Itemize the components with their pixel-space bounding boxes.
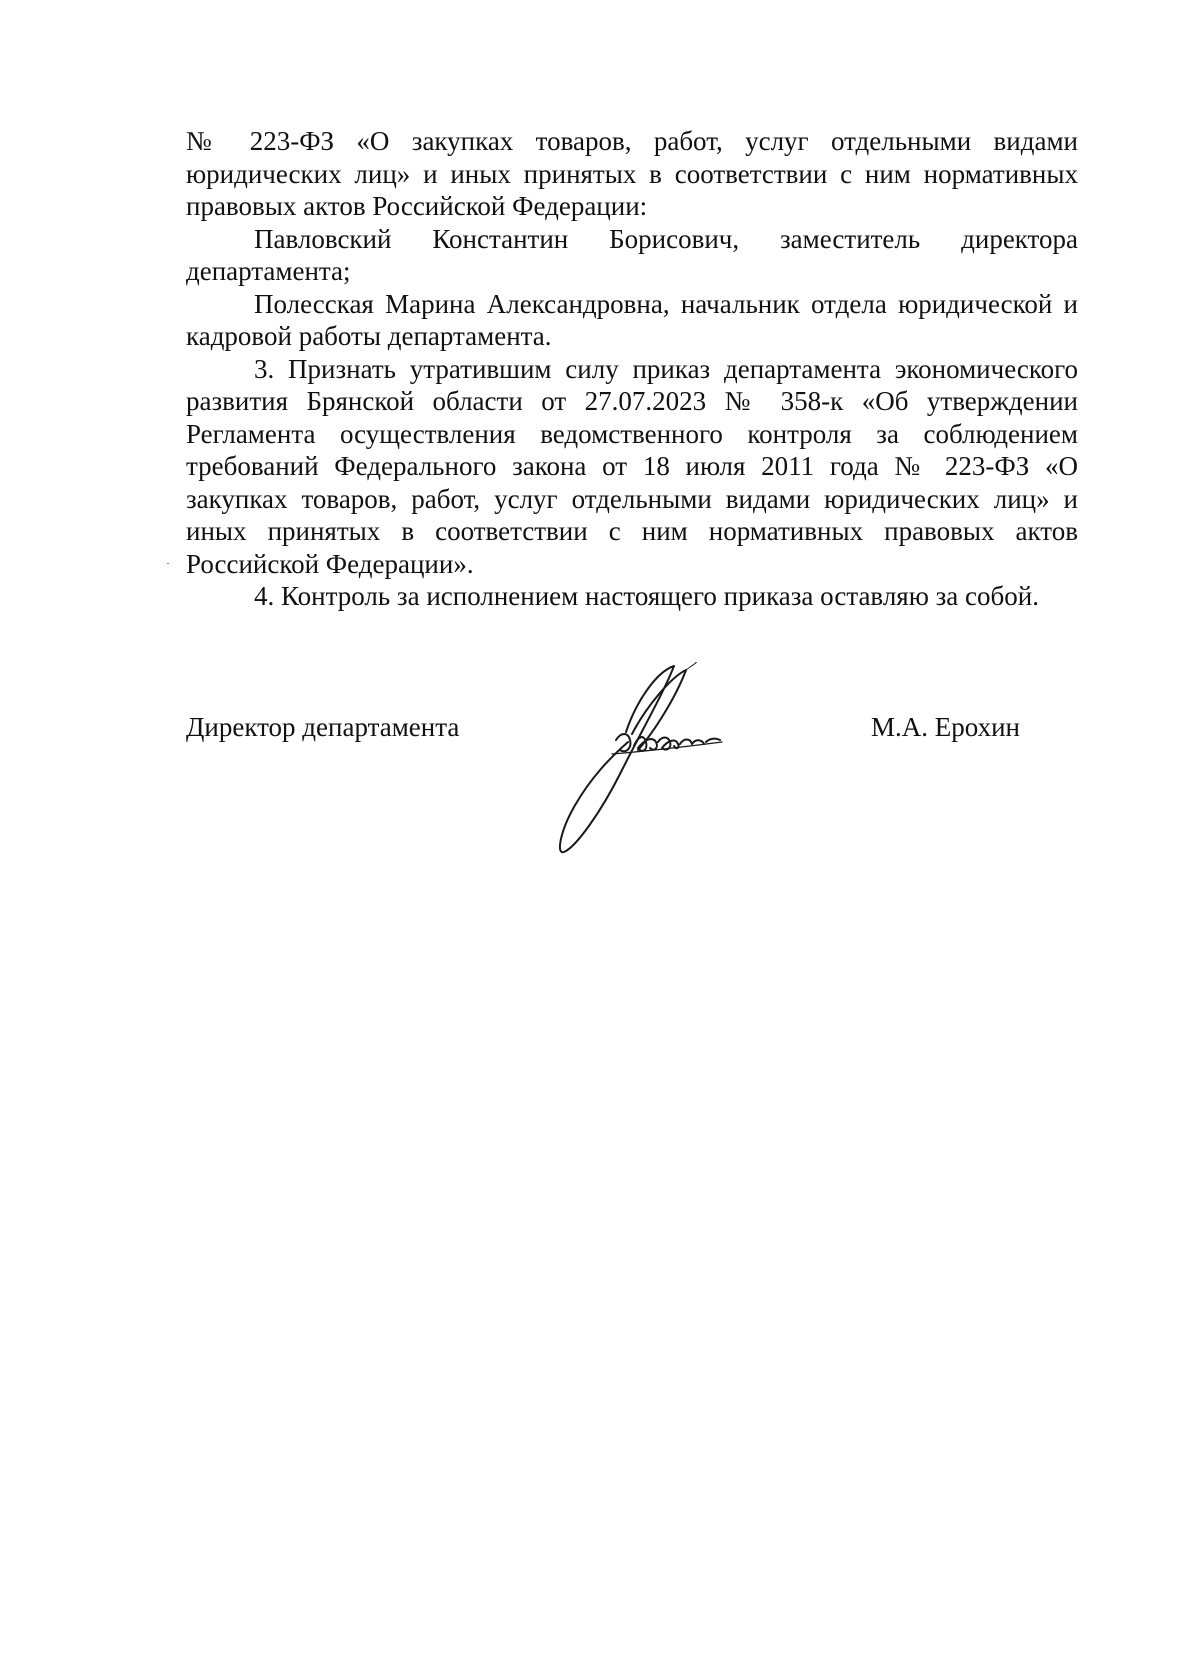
paragraph-item-4: 4. Контроль за исполнением настоящего приказа оставляю за собой. bbox=[254, 581, 1039, 611]
handwritten-signature bbox=[546, 662, 776, 862]
signatory-position: Директор департамента bbox=[186, 712, 460, 742]
paragraph-member-pavlovsky: Павловский Константин Борисович, заместитель директора департамента; bbox=[186, 223, 1078, 286]
document-body bbox=[186, 125, 1078, 613]
scan-speck bbox=[167, 563, 169, 564]
paragraph-item-3: 3. Признать утратившим силу приказ департамента экономического развития Брянской области от 27.07.2023 № 358-к «Об утверждении Регламента осуществления ведомственного контроля за соблюдением требований Федерального закона от 18 июля 2011 года № 223-ФЗ «О закупках товаров, работ, услуг отдельными видами юридических лиц» и иных принятых в соответствии с ним нормативных правовых актов Российской Федерации». bbox=[186, 353, 1078, 579]
signatory-name: М.А. Ерохин bbox=[871, 712, 1020, 742]
paragraph-member-polesskaya: Полесская Марина Александровна, начальник отдела юридической и кадровой работы департамента. bbox=[186, 288, 1078, 351]
signature-block bbox=[186, 712, 1078, 852]
paragraph-law-reference: № 223-ФЗ «О закупках товаров, работ, услуг отдельными видами юридических лиц» и иных принятых в соответствии с ним нормативных правовых актов Российской Федерации: bbox=[186, 126, 1078, 221]
